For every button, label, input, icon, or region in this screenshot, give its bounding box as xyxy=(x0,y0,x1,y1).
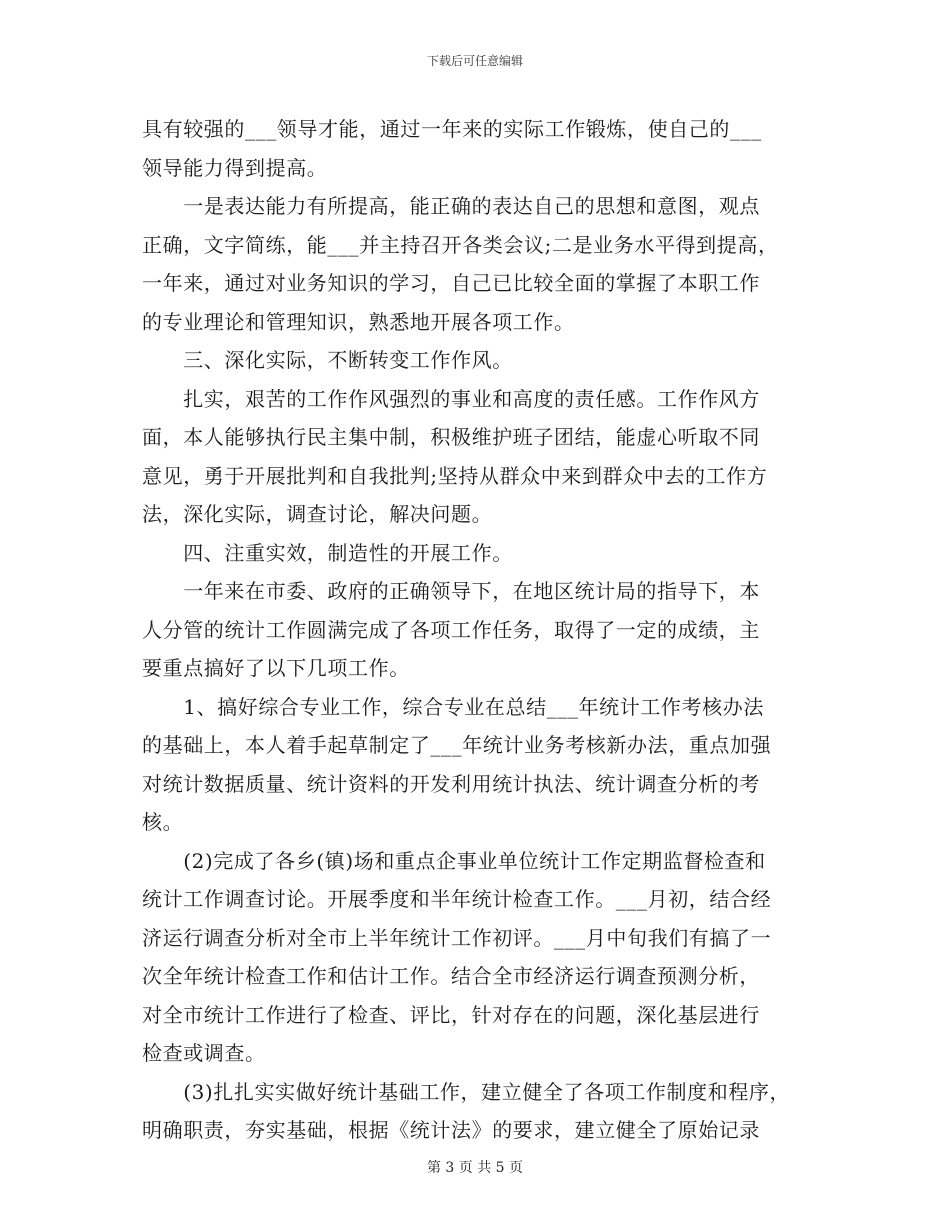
section-heading-3: 三、深化实际，不断转变工作作风。 xyxy=(142,348,513,372)
text-line: 对统计数据质量、统计资料的开发利用统计执法、统计调查分析的考 xyxy=(142,771,760,796)
document-body xyxy=(142,110,842,1150)
text-line: 法，深化实际，调查讨论，解决问题。 xyxy=(142,502,493,526)
text-line: 一是表达能力有所提高，能正确的表达自己的思想和意图，观点 xyxy=(142,194,760,218)
text-line: 次全年统计检查工作和估计工作。结合全市经济运行调查预测分析， xyxy=(142,964,760,988)
text-line: 具有较强的___领导才能，通过一年来的实际工作锻炼，使自己的___ xyxy=(142,117,762,141)
text-line: 正确，文字简练，能___并主持召开各类会议;二是业务水平得到提高， xyxy=(142,232,779,257)
text-line: 面，本人能够执行民主集中制，积极维护班子团结，能虚心听取不同 xyxy=(142,425,760,449)
text-line: 领导能力得到提高。 xyxy=(142,155,328,180)
text-line: 统计工作调查讨论。开展季度和半年统计检查工作。___月初，结合经 xyxy=(142,887,772,911)
text-line: 的专业理论和管理知识，熟悉地开展各项工作。 xyxy=(142,309,575,334)
page-footer: 第 3 页 共 5 页 xyxy=(426,1160,524,1176)
page-header: 下载后可任意编辑 xyxy=(426,54,523,68)
section-heading-4: 四、注重实效，制造性的开展工作。 xyxy=(142,540,513,565)
text-line: 检查或调查。 xyxy=(142,1041,266,1065)
text-line: 1、搞好综合专业工作，综合专业在总结___年统计工作考核办法 xyxy=(142,694,764,719)
text-line: (3)扎扎实实做好统计基础工作，建立健全了各项工作制度和程序， xyxy=(142,1079,791,1104)
text-line: 明确职责，夯实基础，根据《统计法》的要求，建立健全了原始记录 xyxy=(142,1118,760,1142)
text-line: 的基础上，本人着手起草制定了___年统计业务考核新办法，重点加强 xyxy=(142,733,772,757)
text-line: 一年来在市委、政府的正确领导下，在地区统计局的指导下，本 xyxy=(142,579,760,603)
text-line: 扎实，艰苦的工作作风强烈的事业和高度的责任感。工作作风方 xyxy=(142,386,760,411)
text-line: 核。 xyxy=(142,810,184,834)
text-line: 要重点搞好了以下几项工作。 xyxy=(142,656,410,680)
text-line: 济运行调查分析对全市上半年统计工作初评。___月中旬我们有搞了一 xyxy=(142,925,772,950)
text-line: (2)完成了各乡(镇)场和重点企事业单位统计工作定期监督检查和 xyxy=(142,848,766,873)
text-line: 人分管的统计工作圆满完成了各项工作任务，取得了一定的成绩，主 xyxy=(142,617,760,642)
text-line: 一年来，通过对业务知识的学习，自己已比较全面的掌握了本职工作 xyxy=(142,271,760,295)
text-line: 对全市统计工作进行了检查、评比，针对存在的问题，深化基层进行 xyxy=(142,1002,760,1027)
text-line: 意见，勇于开展批判和自我批判;坚持从群众中来到群众中去的工作方 xyxy=(142,463,768,488)
